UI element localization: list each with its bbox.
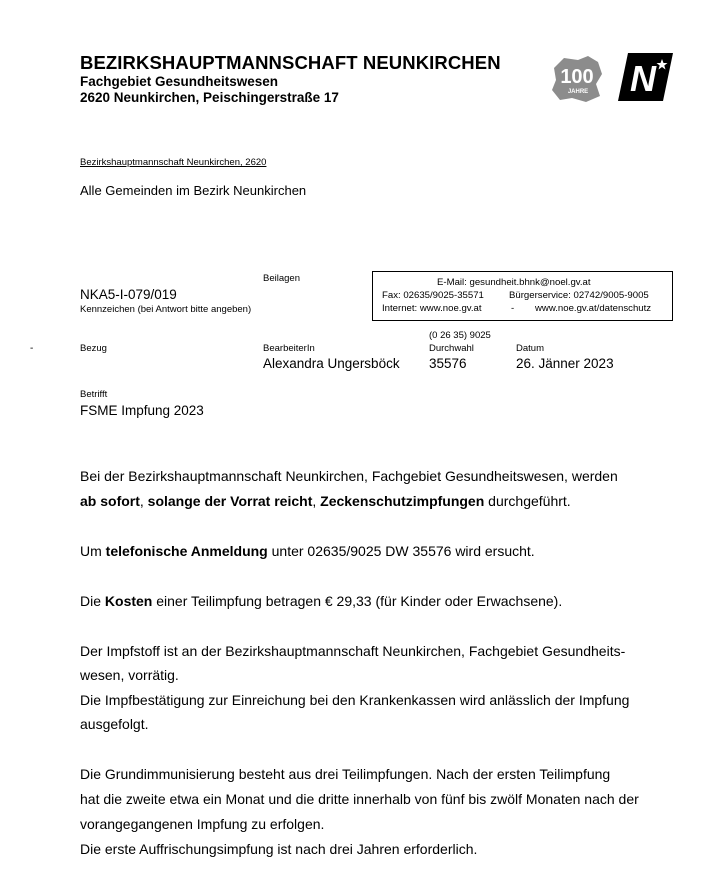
- contact-internet: Internet: www.noe.gv.at: [382, 303, 482, 314]
- authority-title: BEZIRKSHAUPTMANNSCHAFT NEUNKIRCHEN: [80, 52, 501, 73]
- clerk-label: BearbeiterIn: [263, 343, 315, 354]
- body-p4-line1: Der Impfstoff ist an der Bezirkshauptmannschaft Neunkirchen, Fachgebiet Gesundheits-: [80, 643, 626, 659]
- subject-text: FSME Impfung 2023: [80, 403, 204, 418]
- contact-privacy: www.noe.gv.at/datenschutz: [535, 303, 652, 314]
- phone-prefix: (0 26 35) 9025: [429, 330, 491, 341]
- clerk-name: Alexandra Ungersböck: [263, 356, 400, 371]
- subject-label: Betrifft: [80, 389, 108, 400]
- body-p3: Die Kosten einer Teilimpfung betragen € 29,33 (für Kinder oder Erwachsene).: [80, 593, 563, 609]
- department-name: Fachgebiet Gesundheitswesen: [80, 74, 279, 89]
- authority-address: 2620 Neunkirchen, Peischingerstraße 17: [80, 90, 339, 105]
- body-p1-line2: ab sofort, solange der Vorrat reicht, Zeckenschutzimpfungen durchgeführt.: [80, 493, 571, 509]
- letter-date: 26. Jänner 2023: [516, 356, 614, 371]
- reference-number: NKA5-I-079/019: [80, 287, 177, 302]
- logo-100-text: 100: [560, 66, 594, 88]
- contact-separator: -: [511, 303, 515, 314]
- body-p1-line1: Bei der Bezirkshauptmannschaft Neunkirchen, Fachgebiet Gesundheitswesen, werden: [80, 468, 618, 484]
- body-p5-line2: hat die zweite etwa ein Monat und die dritte innerhalb von fünf bis zwölf Monaten nach der: [80, 791, 639, 807]
- bezug-label: Bezug: [80, 343, 107, 354]
- body-p5-line4: Die erste Auffrischungsimpfung ist nach drei Jahren erforderlich.: [80, 841, 478, 857]
- body-p5-line1: Die Grundimmunisierung besteht aus drei Teilimpfungen. Nach der ersten Teilimpfung: [80, 766, 611, 782]
- contact-fax: Fax: 02635/9025-35571: [382, 290, 484, 301]
- body-p5-line3: vorangegangenen Impfung zu erfolgen.: [80, 816, 325, 832]
- extension: 35576: [429, 356, 467, 371]
- logo-100-sub: JAHRE: [567, 89, 589, 95]
- body-p4-line4: ausgefolgt.: [80, 716, 149, 732]
- recipient: Alle Gemeinden im Bezirk Neunkirchen: [80, 183, 307, 198]
- logo-n-text: N: [630, 58, 656, 99]
- contact-service: Bürgerservice: 02742/9005-9005: [509, 290, 649, 301]
- body-p4-line2: wesen, vorrätig.: [80, 667, 179, 683]
- contact-email: E-Mail: gesundheit.bhnk@noel.gv.at: [437, 277, 591, 288]
- margin-marker: -: [30, 343, 34, 354]
- body-p2: Um telefonische Anmeldung unter 02635/9025 DW 35576 wird ersucht.: [80, 543, 535, 559]
- extension-label: Durchwahl: [429, 343, 474, 354]
- beilagen-label: Beilagen: [263, 273, 300, 284]
- reference-label: Kennzeichen (bei Antwort bitte angeben): [80, 304, 252, 315]
- date-label: Datum: [516, 343, 544, 354]
- sender-line: Bezirkshauptmannschaft Neunkirchen, 2620: [80, 157, 267, 168]
- noe-logo: [618, 53, 673, 101]
- contact-box: [372, 271, 673, 321]
- body-p4-line3: Die Impfbestätigung zur Einreichung bei den Krankenkassen wird anlässlich der Impfung: [80, 692, 630, 708]
- anniversary-logo: [548, 52, 606, 104]
